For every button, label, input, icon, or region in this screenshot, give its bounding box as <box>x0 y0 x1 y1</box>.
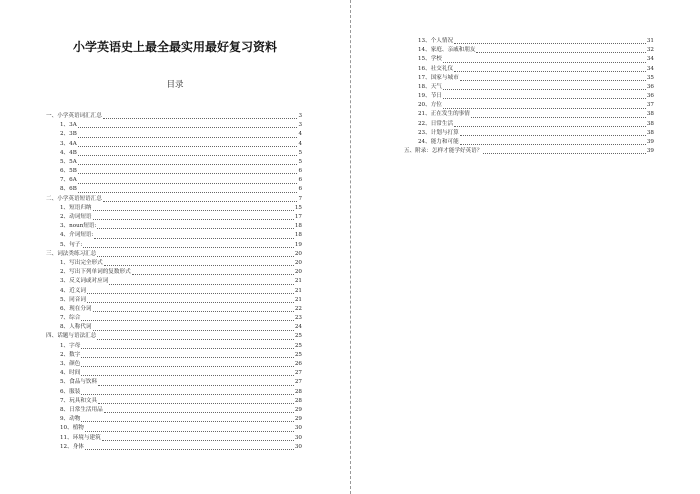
toc-leader-dots <box>460 80 646 81</box>
toc-entry-label: 5、食品与饮料 <box>60 379 98 386</box>
toc-leader-dots <box>454 43 646 44</box>
toc-entry-page: 20 <box>294 269 302 276</box>
toc-entry[interactable] <box>46 121 302 130</box>
toc-leader-dots <box>98 385 294 386</box>
toc-entry-label: 9、动物 <box>60 416 81 423</box>
toc-entry[interactable] <box>46 231 302 240</box>
toc-entry-label: 11、环境与建筑 <box>60 434 101 441</box>
toc-entry-page: 32 <box>646 47 654 54</box>
toc-entry-page: 38 <box>646 129 654 136</box>
toc-entry[interactable] <box>404 129 654 138</box>
toc-leader-dots <box>93 330 294 331</box>
toc-leader-dots <box>87 302 294 303</box>
toc-entry-page: 21 <box>294 287 302 294</box>
toc-entry-label: 1、短语归纳 <box>60 204 92 211</box>
toc-entry-page: 21 <box>294 278 302 285</box>
toc-entry[interactable] <box>404 111 654 120</box>
toc-leader-dots <box>97 256 294 257</box>
toc-entry[interactable] <box>46 443 302 452</box>
toc-entry-label: 1、3A <box>60 122 77 129</box>
toc-entry[interactable] <box>404 101 654 110</box>
toc-entry-label: 4、4B <box>60 149 77 156</box>
toc-entry-page: 35 <box>646 74 654 81</box>
toc-entry[interactable] <box>46 360 302 369</box>
toc-entry[interactable] <box>46 268 302 277</box>
toc-entry-page: 30 <box>294 425 302 432</box>
toc-entry[interactable] <box>46 388 302 397</box>
toc-list-right <box>404 37 654 156</box>
toc-entry-page: 38 <box>646 120 654 127</box>
toc-entry-page: 6 <box>298 168 302 175</box>
toc-entry-page: 15 <box>294 204 302 211</box>
right-page <box>352 0 700 494</box>
toc-entry-label: 16、社交礼仪 <box>418 65 454 72</box>
toc-entry-page: 31 <box>646 37 654 44</box>
toc-entry-label: 二、小学英语短语汇总 <box>46 195 102 202</box>
toc-entry-page: 25 <box>294 351 302 358</box>
toc-entry[interactable] <box>46 424 302 433</box>
toc-entry[interactable] <box>404 92 654 101</box>
toc-entry-label: 8、人称代词 <box>60 324 92 331</box>
toc-entry-label: 23、计划与打算 <box>418 129 459 136</box>
toc-entry[interactable] <box>46 186 302 195</box>
toc-leader-dots <box>132 274 294 275</box>
toc-entry-label: 四、话题与语法汇总 <box>46 333 97 340</box>
toc-entry-label: 22、日常生活 <box>418 120 454 127</box>
toc-leader-dots <box>85 449 294 450</box>
toc-entry-label: 5、5A <box>60 158 77 165</box>
toc-leader-dots <box>81 421 294 422</box>
toc-leader-dots <box>78 164 298 165</box>
toc-leader-dots <box>103 118 297 119</box>
toc-entry-label: 14、家庭、亲戚和朋友 <box>418 47 476 54</box>
toc-leader-dots <box>104 265 294 266</box>
toc-entry-label: 2、写出下列单词的复数形式 <box>60 269 131 276</box>
toc-leader-dots <box>443 108 646 109</box>
toc-entry-label: 2、数字 <box>60 351 81 358</box>
toc-entry-page: 6 <box>298 186 302 193</box>
toc-leader-dots <box>93 311 294 312</box>
toc-leader-dots <box>109 284 294 285</box>
toc-entry-label: 五、附录：怎样才能学好英语？ <box>404 148 483 155</box>
toc-entry-page: 20 <box>294 259 302 266</box>
toc-leader-dots <box>93 219 294 220</box>
toc-entry-page: 6 <box>298 177 302 184</box>
toc-entry[interactable] <box>404 55 654 64</box>
toc-entry[interactable] <box>46 222 302 231</box>
toc-leader-dots <box>94 238 293 239</box>
toc-entry[interactable] <box>46 158 302 167</box>
toc-entry-page: 5 <box>298 158 302 165</box>
toc-entry-label: 15、学校 <box>418 56 442 63</box>
toc-leader-dots <box>102 440 294 441</box>
toc-leader-dots <box>454 126 646 127</box>
toc-entry-page: 21 <box>294 296 302 303</box>
toc-entry-page: 29 <box>294 416 302 423</box>
toc-entry-label: 7、玩具和文具 <box>60 397 98 404</box>
toc-entry[interactable] <box>46 296 302 305</box>
toc-entry-label: 6、5B <box>60 168 77 175</box>
toc-leader-dots <box>443 98 646 99</box>
toc-leader-dots <box>87 293 294 294</box>
toc-entry-label: 7、6A <box>60 177 77 184</box>
toc-entry-page: 38 <box>646 111 654 118</box>
toc-entry[interactable] <box>46 287 302 296</box>
toc-entry[interactable] <box>404 147 654 156</box>
toc-entry-label: 8、日常生活用品 <box>60 406 103 413</box>
toc-entry-page: 3 <box>298 122 302 129</box>
toc-entry-label: 5、句子: <box>60 241 83 248</box>
toc-entry-page: 4 <box>298 140 302 147</box>
toc-entry-label: 3、4A <box>60 140 77 147</box>
toc-entry[interactable] <box>46 434 302 443</box>
toc-entry-page: 17 <box>294 214 302 221</box>
toc-entry[interactable] <box>46 149 302 158</box>
toc-entry-page: 25 <box>294 342 302 349</box>
toc-entry-label: 2、3B <box>60 131 77 138</box>
toc-entry-label: 19、节日 <box>418 93 442 100</box>
toc-entry[interactable] <box>46 305 302 314</box>
toc-leader-dots <box>78 146 298 147</box>
toc-entry-label: 7、综合 <box>60 315 81 322</box>
toc-entry[interactable] <box>46 140 302 149</box>
toc-entry-page: 4 <box>298 131 302 138</box>
toc-leader-dots <box>78 137 298 138</box>
toc-entry-page: 18 <box>294 223 302 230</box>
toc-entry[interactable] <box>46 277 302 286</box>
toc-leader-dots <box>78 127 298 128</box>
toc-entry-label: 4、时间 <box>60 370 81 377</box>
toc-entry[interactable] <box>46 112 302 121</box>
toc-entry-label: 4、介词短语: <box>60 232 94 239</box>
toc-entry[interactable] <box>46 195 302 204</box>
toc-entry-label: 21、正在发生的事情 <box>418 111 470 118</box>
toc-entry[interactable] <box>46 415 302 424</box>
toc-entry-label: 10、植物 <box>60 425 84 432</box>
toc-entry[interactable] <box>404 65 654 74</box>
toc-leader-dots <box>443 89 646 90</box>
toc-entry-label: 6、服装 <box>60 388 81 395</box>
toc-entry[interactable] <box>404 120 654 129</box>
toc-entry-label: 三、词法类练习汇总 <box>46 250 97 257</box>
toc-entry[interactable] <box>404 46 654 55</box>
toc-entry-label: 17、国家与城市 <box>418 74 459 81</box>
toc-entry-page: 24 <box>294 324 302 331</box>
toc-entry-page: 29 <box>294 406 302 413</box>
toc-entry-label: 24、能力和可能 <box>418 139 459 146</box>
toc-entry[interactable] <box>46 342 302 351</box>
toc-leader-dots <box>78 173 298 174</box>
toc-leader-dots <box>98 403 294 404</box>
toc-entry[interactable] <box>46 333 302 342</box>
toc-leader-dots <box>97 228 293 229</box>
toc-entry-page: 34 <box>646 65 654 72</box>
toc-leader-dots <box>454 71 646 72</box>
toc-entry-page: 28 <box>294 397 302 404</box>
toc-entry-page: 34 <box>646 56 654 63</box>
toc-entry[interactable] <box>404 83 654 92</box>
toc-entry[interactable] <box>404 37 654 46</box>
toc-entry-label: 1、字母 <box>60 342 81 349</box>
toc-entry-label: 4、近义词 <box>60 287 86 294</box>
toc-entry-label: 6、现在分词 <box>60 305 92 312</box>
toc-heading: 目录 <box>166 80 184 90</box>
toc-entry[interactable] <box>46 213 302 222</box>
toc-leader-dots <box>103 201 297 202</box>
toc-leader-dots <box>81 348 294 349</box>
toc-leader-dots <box>78 183 298 184</box>
toc-entry[interactable] <box>46 241 302 250</box>
toc-entry-label: 一、小学英语词汇汇总 <box>46 112 102 119</box>
toc-entry-page: 3 <box>298 112 302 119</box>
toc-leader-dots <box>81 320 294 321</box>
toc-entry[interactable] <box>404 74 654 83</box>
toc-leader-dots <box>81 375 294 376</box>
toc-leader-dots <box>81 366 294 367</box>
toc-entry[interactable] <box>46 130 302 139</box>
toc-entry-page: 37 <box>646 102 654 109</box>
toc-entry-page: 19 <box>294 241 302 248</box>
toc-entry-label: 2、动词短语 <box>60 214 92 221</box>
toc-leader-dots <box>460 135 646 136</box>
toc-entry-label: 3、反义词或对应词 <box>60 278 109 285</box>
toc-entry-page: 27 <box>294 370 302 377</box>
toc-entry[interactable] <box>46 378 302 387</box>
page-divider <box>350 0 351 494</box>
toc-entry-label: 20、方位 <box>418 102 442 109</box>
toc-leader-dots <box>97 339 294 340</box>
toc-entry-label: 3、颜色 <box>60 361 81 368</box>
toc-entry[interactable] <box>46 250 302 259</box>
toc-leader-dots <box>81 394 294 395</box>
toc-entry-label: 13、个人情况 <box>418 37 454 44</box>
toc-entry-page: 26 <box>294 361 302 368</box>
toc-entry[interactable] <box>46 167 302 176</box>
toc-leader-dots <box>483 153 646 154</box>
toc-entry-label: 18、天气 <box>418 83 442 90</box>
toc-entry-label: 3、noun短语: <box>60 223 97 230</box>
toc-leader-dots <box>83 247 294 248</box>
toc-entry[interactable] <box>46 176 302 185</box>
toc-entry-page: 23 <box>294 315 302 322</box>
toc-leader-dots <box>78 155 298 156</box>
toc-leader-dots <box>81 357 294 358</box>
toc-entry[interactable] <box>46 351 302 360</box>
toc-entry-page: 30 <box>294 443 302 450</box>
toc-leader-dots <box>460 144 646 145</box>
toc-leader-dots <box>93 210 294 211</box>
toc-leader-dots <box>443 62 646 63</box>
toc-entry-page: 22 <box>294 305 302 312</box>
toc-entry-page: 36 <box>646 83 654 90</box>
toc-entry-page: 25 <box>294 333 302 340</box>
toc-entry-label: 12、身体 <box>60 443 84 450</box>
toc-entry[interactable] <box>46 323 302 332</box>
toc-entry[interactable] <box>46 314 302 323</box>
toc-entry-page: 7 <box>298 195 302 202</box>
toc-entry-page: 28 <box>294 388 302 395</box>
toc-leader-dots <box>476 52 645 53</box>
toc-entry[interactable] <box>46 397 302 406</box>
toc-entry[interactable] <box>404 138 654 147</box>
toc-entry[interactable] <box>46 259 302 268</box>
toc-leader-dots <box>78 192 298 193</box>
toc-entry[interactable] <box>46 406 302 415</box>
toc-entry-page: 39 <box>646 148 654 155</box>
toc-leader-dots <box>85 431 294 432</box>
toc-entry-label: 1、写出完全形式 <box>60 259 103 266</box>
toc-leader-dots <box>471 117 646 118</box>
toc-entry-label: 8、6B <box>60 186 77 193</box>
toc-list-left <box>46 112 302 452</box>
toc-entry-label: 5、同音词 <box>60 296 86 303</box>
toc-entry-page: 36 <box>646 93 654 100</box>
toc-entry-page: 27 <box>294 379 302 386</box>
toc-entry-page: 30 <box>294 434 302 441</box>
toc-entry-page: 20 <box>294 250 302 257</box>
document-title: 小学英语史上最全最实用最好复习资料 <box>72 40 277 54</box>
toc-entry-page: 18 <box>294 232 302 239</box>
toc-leader-dots <box>104 412 294 413</box>
toc-entry-page: 5 <box>298 149 302 156</box>
toc-entry[interactable] <box>46 204 302 213</box>
toc-entry[interactable] <box>46 369 302 378</box>
toc-entry-page: 39 <box>646 139 654 146</box>
